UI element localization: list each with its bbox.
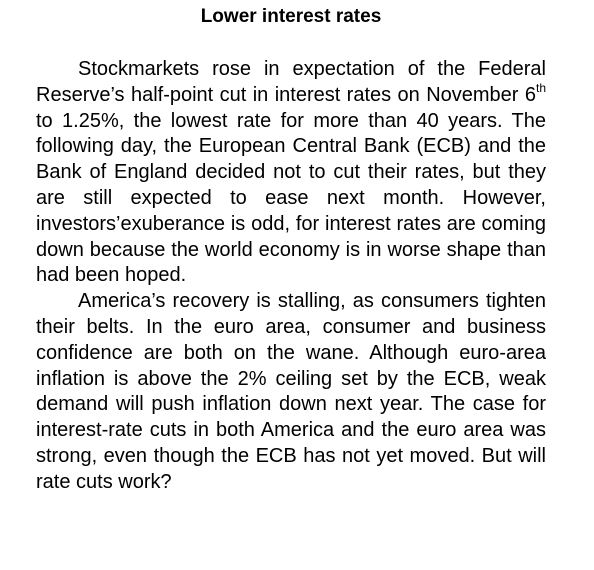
article-paragraph-1 xyxy=(36,57,546,289)
article xyxy=(36,0,546,496)
ordinal-superscript: th xyxy=(535,80,546,95)
article-title: Lower interest rates xyxy=(200,6,382,27)
paragraph-1-text-start: Stockmarkets rose in expectation of the Federal Reserve’s half-point cut in interest rates on November 6 xyxy=(36,58,546,106)
paragraph-1-text-end: to 1.25%, the lowest rate for more than 40 years. The following day, the European Central Bank (ECB) and the Bank of England decided not to cut their rates, but they are still expected to ease next month. However, investors’exuberance is odd, for interest rates are coming down because the world economy is in worse shape than had been hoped. xyxy=(36,109,546,287)
article-paragraph-2: America’s recovery is stalling, as consumers tighten their belts. In the euro area, consumer and business confidence are both on the wane. Although euro-area inflation is above the 2% ceiling set by the ECB, weak demand will push inflation down next year. The case for interest-rate cuts in both America and the euro area was strong, even though the ECB has not yet moved. But will rate cuts work? xyxy=(36,290,546,493)
